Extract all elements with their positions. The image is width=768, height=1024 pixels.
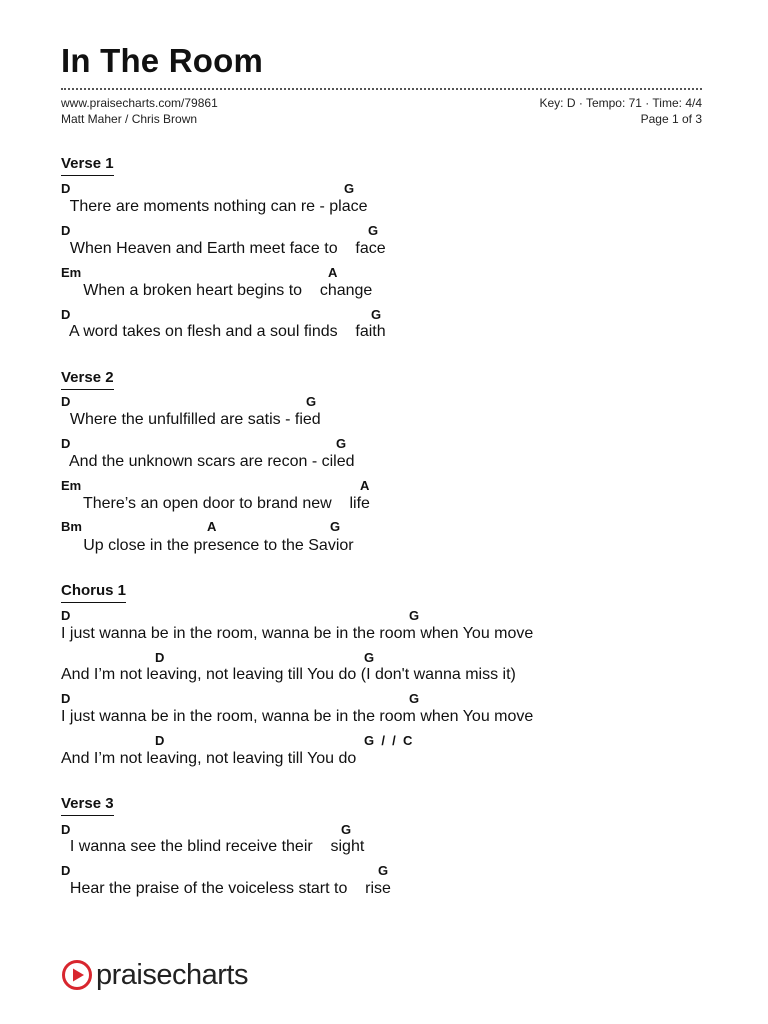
lyric-line: And I’m not leaving, not leaving till You do (I don't wanna miss it): [61, 666, 516, 683]
chord: D: [61, 223, 71, 238]
chord: G: [378, 863, 389, 878]
lyric-line: Where the unfulfilled are satis - fied: [61, 411, 321, 428]
lyric-line: When a broken heart begins to change: [61, 282, 373, 299]
title-divider: [61, 88, 702, 90]
lyric-line: And the unknown scars are recon - ciled: [61, 453, 355, 470]
chord: G: [409, 608, 420, 623]
chord: G: [364, 650, 375, 665]
chord: D: [155, 650, 165, 665]
lyric-line: Hear the praise of the voiceless start to rise: [61, 880, 391, 897]
chord: D: [61, 307, 71, 322]
lyric-line: I just wanna be in the room, wanna be in the room when You move: [61, 625, 534, 642]
song-authors: Matt Maher / Chris Brown: [61, 112, 198, 126]
chord: D: [61, 181, 71, 196]
chord: G: [368, 223, 379, 238]
chord: D: [155, 733, 165, 748]
chord: D: [61, 608, 71, 623]
chord: G: [336, 436, 347, 451]
chord: G: [371, 307, 382, 322]
lyric-line: There’s an open door to brand new life: [61, 495, 370, 512]
chord: G: [409, 691, 420, 706]
chord: Em: [61, 478, 82, 493]
brand-name: praisecharts: [96, 958, 248, 991]
section-heading-verse-3: Verse 3: [61, 795, 114, 816]
chord: A: [360, 478, 370, 493]
lyric-line: Up close in the presence to the Savior: [61, 537, 354, 554]
chord: A: [207, 519, 217, 534]
section-heading-verse-2: Verse 2: [61, 369, 114, 390]
chord: G / / C: [364, 733, 413, 748]
chord: Bm: [61, 519, 82, 534]
chord: A: [328, 265, 338, 280]
section-heading-verse-1: Verse 1: [61, 155, 114, 176]
page-number: Page 1 of 3: [640, 112, 702, 126]
lyric-line: A word takes on flesh and a soul finds faith: [61, 323, 386, 340]
chord: D: [61, 822, 71, 837]
chord: G: [306, 394, 317, 409]
chord: Em: [61, 265, 82, 280]
lyric-line: And I’m not leaving, not leaving till You do: [61, 750, 357, 767]
chord: D: [61, 863, 71, 878]
play-circle-icon: [61, 959, 93, 991]
lyric-line: I wanna see the blind receive their sight: [61, 838, 365, 855]
chord: G: [344, 181, 355, 196]
chord: G: [330, 519, 341, 534]
chord: D: [61, 436, 71, 451]
praisecharts-logo[interactable]: [61, 958, 248, 992]
chord: D: [61, 394, 71, 409]
lyric-line: I just wanna be in the room, wanna be in the room when You move: [61, 708, 534, 725]
key-tempo-time: Key: D · Tempo: 71 · Time: 4/4: [539, 96, 702, 110]
chord: D: [61, 691, 71, 706]
chord: G: [341, 822, 352, 837]
song-title: In The Room: [61, 42, 264, 79]
chart-url: www.praisecharts.com/79861: [61, 96, 218, 110]
lyric-line: When Heaven and Earth meet face to face: [61, 240, 386, 257]
lyric-line: There are moments nothing can re - place: [61, 198, 368, 215]
section-heading-chorus-1: Chorus 1: [61, 582, 126, 603]
